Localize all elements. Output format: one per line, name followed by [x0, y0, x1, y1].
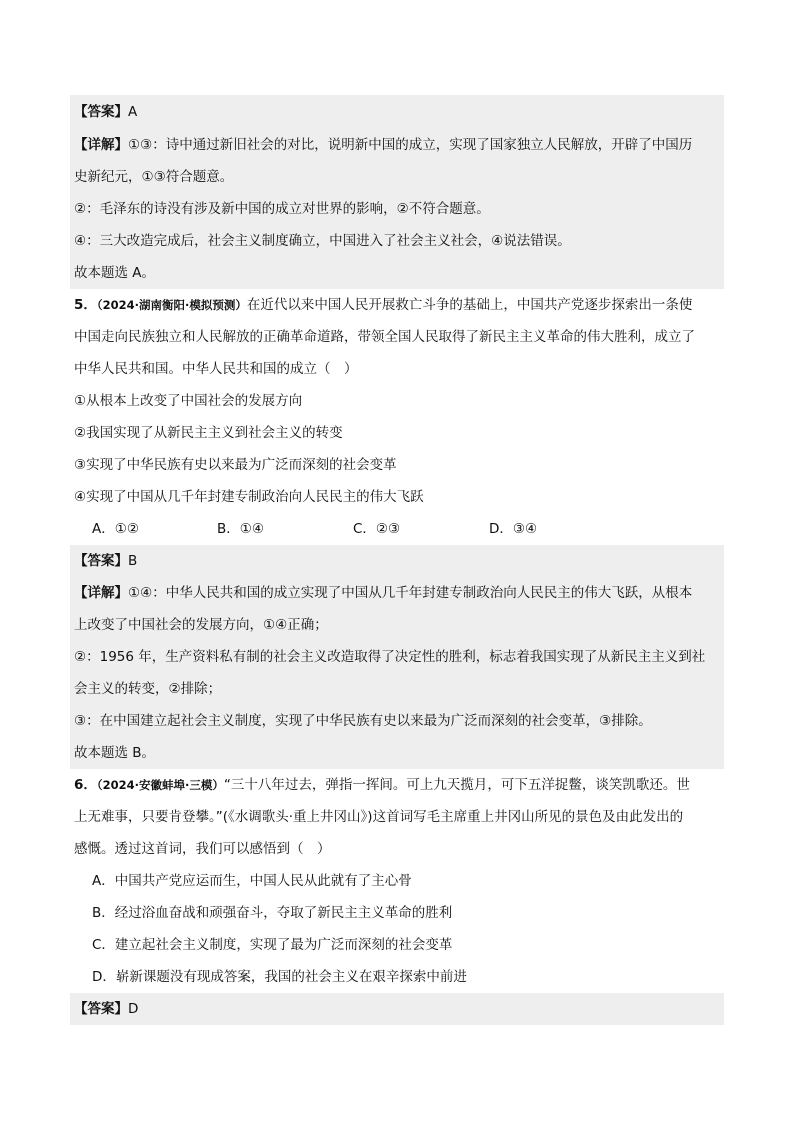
answer-value: A	[128, 104, 138, 120]
answer-tag: 【答案】	[74, 553, 128, 569]
answer-line	[70, 545, 724, 577]
question-stem-line	[70, 769, 724, 801]
question-source: （2024·安徽蚌埠·三模）	[96, 778, 224, 792]
question-source: （2024·湖南衡阳·模拟预测）	[96, 298, 247, 312]
options-row	[70, 513, 724, 545]
question-number: 5．	[74, 297, 97, 313]
answer-tag: 【答案】	[74, 1001, 128, 1017]
option-b: B．经过浴血奋战和顽强奋斗，夺取了新民主主义革命的胜利	[92, 905, 453, 921]
answer-line	[70, 95, 724, 129]
answer-line	[70, 993, 724, 1025]
detail-tag: 【详解】	[74, 137, 128, 153]
question-5	[70, 289, 724, 545]
detail-line	[70, 577, 724, 609]
statement-item: ③实现了中华民族有史以来最为广泛而深刻的社会变革	[74, 457, 397, 473]
answer-block-3	[70, 993, 724, 1025]
question-stem-line: 中国走向民族独立和人民解放的正确革命道路，带领全国人民取得了新民主主义革命的伟大胜利，成立了	[74, 329, 695, 345]
option-a: A．中国共产党应运而生，中国人民从此就有了主心骨	[92, 873, 412, 889]
detail-line: 史新纪元，①③符合题意。	[74, 169, 234, 185]
statement-item: ④实现了中国从几千年封建专制政治向人民民主的伟大飞跃	[74, 489, 424, 505]
detail-line: 会主义的转变，②排除；	[74, 681, 222, 697]
statement-item: ②我国实现了从新民主主义到社会主义的转变	[74, 425, 343, 441]
question-stem-line: 中华人民共和国。中华人民共和国的成立（ ）	[74, 361, 358, 377]
question-stem-line	[70, 289, 724, 321]
answer-value: B	[128, 553, 138, 569]
detail-line: ③：在中国建立起社会主义制度，实现了中华民族有史以来最为广泛而深刻的社会变革，③排除。	[74, 713, 652, 729]
detail-text: ①③：诗中通过新旧社会的对比，说明新中国的成立，实现了国家独立人民解放，开辟了中国历	[128, 137, 693, 153]
question-6	[70, 769, 724, 993]
option-a: A．①②	[92, 521, 139, 537]
detail-text: ①④：中华人民共和国的成立实现了中国从几千年封建专制政治向人民民主的伟大飞跃，从根本	[128, 585, 693, 601]
detail-line: ④：三大改造完成后，社会主义制度确立，中国进入了社会主义社会，④说法错误。	[74, 233, 571, 249]
question-number: 6．	[74, 777, 97, 793]
question-stem-text: 在近代以来中国人民开展救亡斗争的基础上，中国共产党逐步探索出一条使	[246, 297, 693, 313]
detail-line: ②：1956 年，生产资料私有制的社会主义改造取得了决定性的胜利，标志着我国实现了从新民主主义到社	[74, 649, 706, 665]
question-stem-line: 感慨。透过这首词，我们可以感悟到（ ）	[74, 841, 331, 857]
option-d: D．崭新课题没有现成答案，我国的社会主义在艰辛探索中前进	[92, 969, 467, 985]
option-d: D．③④	[489, 521, 538, 537]
document-body	[70, 95, 724, 1025]
answer-value: D	[128, 1001, 139, 1017]
answer-block-1	[70, 95, 724, 289]
detail-tag: 【详解】	[74, 585, 128, 601]
detail-line	[70, 129, 724, 161]
question-stem-line: 上无难事，只要肯登攀。”(《水调歌头·重上井冈山》)这首词写毛主席重上井冈山所见的景色及由此发出的	[74, 809, 684, 825]
answer-block-2	[70, 545, 724, 769]
detail-line: ②：毛泽东的诗没有涉及新中国的成立对世界的影响，②不符合题意。	[74, 201, 490, 217]
option-c: C．②③	[353, 521, 401, 537]
conclusion-line: 故本题选 A。	[74, 265, 156, 281]
option-c: C．建立起社会主义制度，实现了最为广泛而深刻的社会变革	[92, 937, 453, 953]
conclusion-line: 故本题选 B。	[74, 745, 156, 761]
option-b: B．①④	[217, 521, 264, 537]
detail-line: 上改变了中国社会的发展方向，①④正确；	[74, 617, 328, 633]
statement-item: ①从根本上改变了中国社会的发展方向	[74, 393, 303, 409]
answer-tag: 【答案】	[74, 104, 128, 120]
question-stem-text: “三十八年过去，弹指一挥间。可上九天揽月，可下五洋捉鳖，谈笑凯歌还。世	[223, 777, 690, 793]
